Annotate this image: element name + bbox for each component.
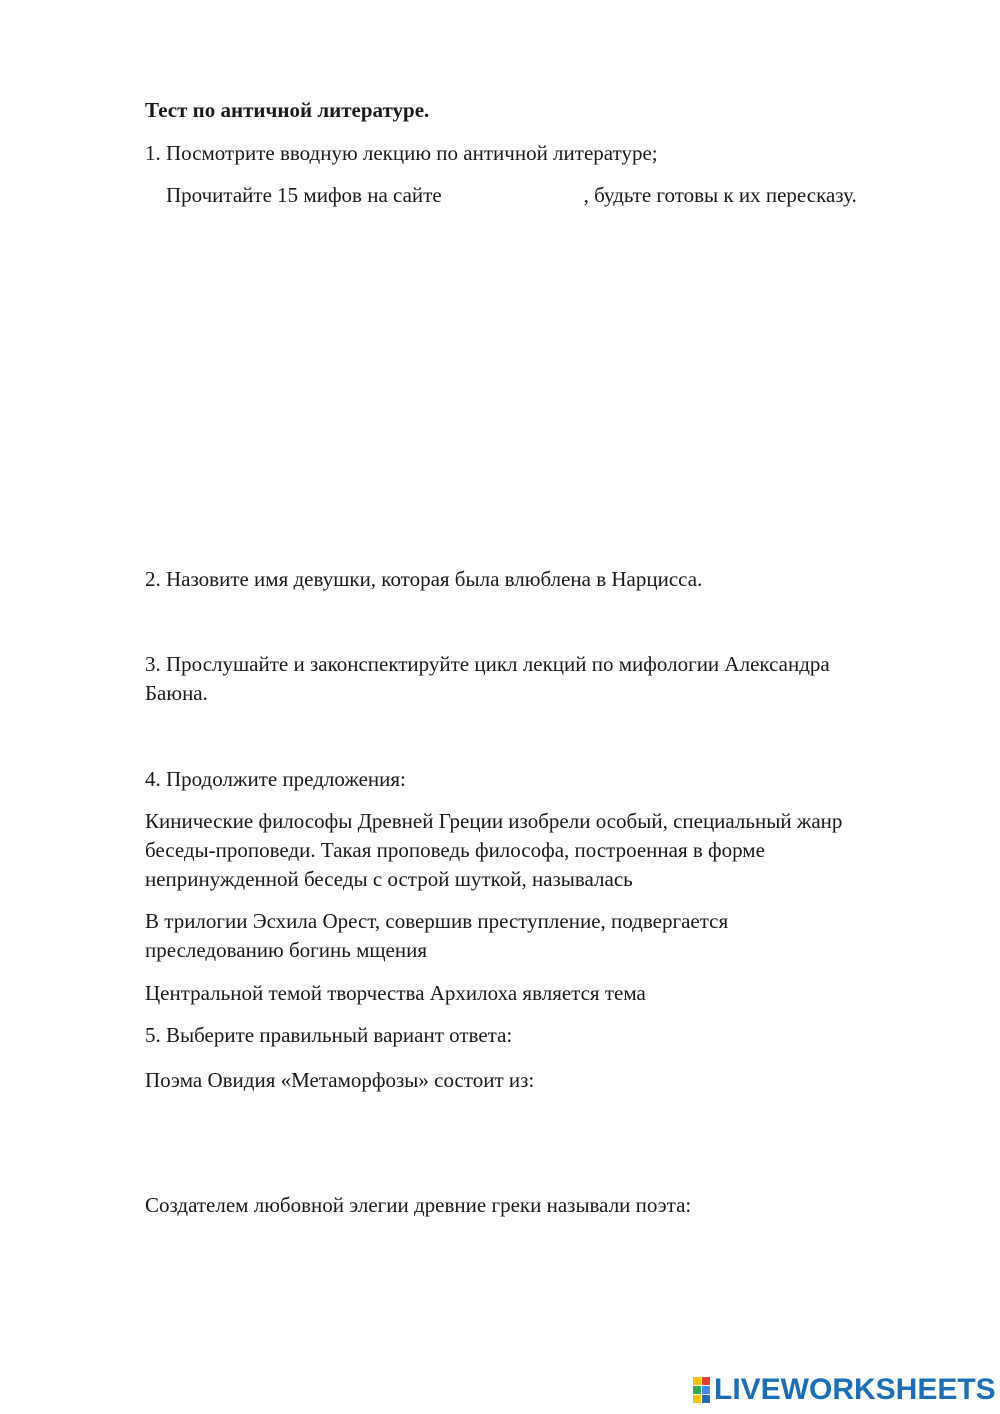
q4-sentence1-line2: беседы-проповеди. Такая проповедь философа, построенная в форме xyxy=(145,838,765,862)
q2-text: 2. Назовите имя девушки, которая была влюблена в Нарцисса. xyxy=(145,567,703,591)
q1-text-before: Прочитайте 15 мифов на сайте xyxy=(166,183,442,207)
q5-prompt1: Поэма Овидия «Метаморфозы» состоит из: xyxy=(145,1068,535,1092)
q4-sentence2-line2: преследованию богинь мщения xyxy=(145,938,428,962)
q4-sentence3: Центральной темой творчества Архилоха является тема xyxy=(145,981,646,1005)
logo-icon xyxy=(693,1377,710,1403)
logo-text: LIVEWORKSHEETS xyxy=(714,1373,996,1406)
q4-sentence1-line3: непринужденной беседы с острой шуткой, называлась xyxy=(145,867,633,891)
q4-sentence1-line1: Кинические философы Древней Греции изобрели особый, специальный жанр xyxy=(145,809,843,833)
liveworksheets-logo xyxy=(693,1373,996,1407)
q1-text-after: , будьте готовы к их пересказу. xyxy=(583,183,857,207)
q1-text: 1. Посмотрите вводную лекцию по античной литературе; xyxy=(145,141,658,165)
q5-heading: 5. Выберите правильный вариант ответа: xyxy=(145,1023,513,1047)
q4-heading: 4. Продолжите предложения: xyxy=(145,767,406,791)
q3-text-line2: Баюна. xyxy=(145,681,208,705)
q1-instruction xyxy=(166,181,857,210)
q5-prompt2: Создателем любовной элегии древние греки называли поэта: xyxy=(145,1193,692,1217)
page-title: Тест по античной литературе. xyxy=(145,98,430,122)
q4-sentence2-line1: В трилогии Эсхила Орест, совершив преступление, подвергается xyxy=(145,909,729,933)
q3-text-line1: 3. Прослушайте и законспектируйте цикл лекций по мифологии Александра xyxy=(145,652,830,676)
